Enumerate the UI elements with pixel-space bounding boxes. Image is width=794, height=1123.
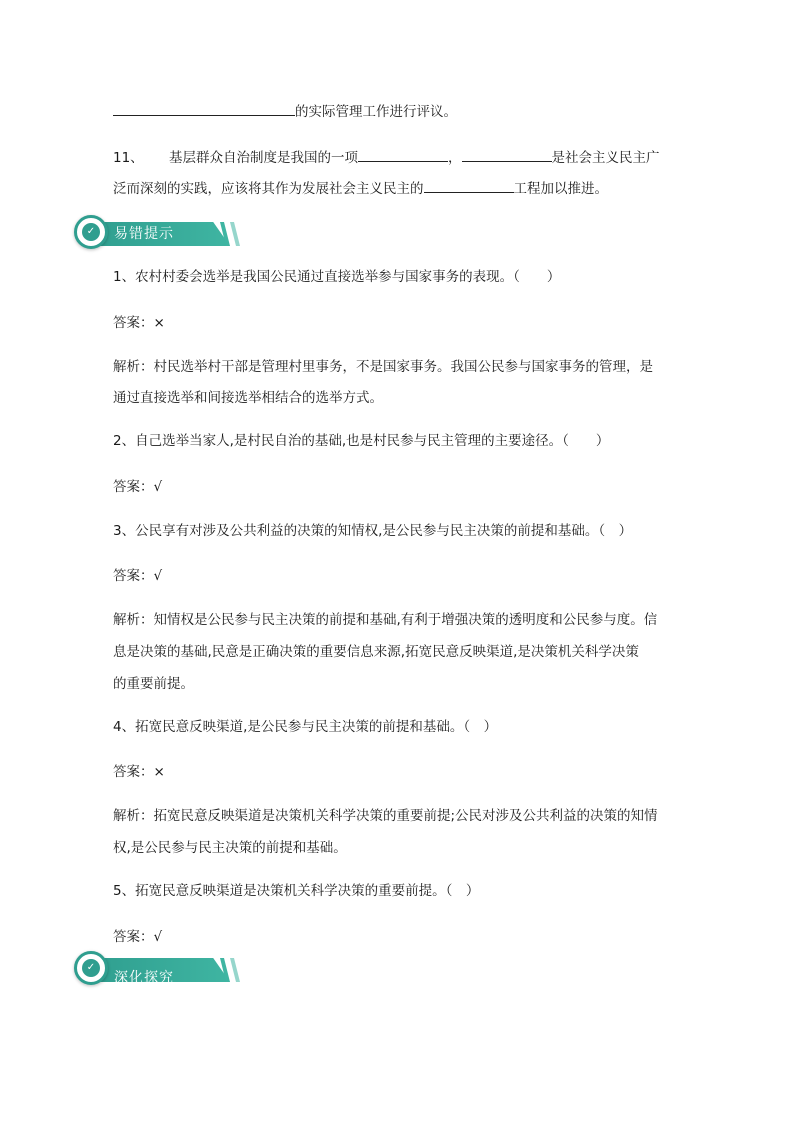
check-icon: ✓: [82, 223, 100, 241]
banner-stripe: [230, 958, 240, 982]
item-1-analysis-line-2: 通过直接选举和间接选举相结合的选举方式。: [113, 390, 383, 406]
item-3-answer: 答案：√: [113, 568, 163, 584]
answer-blank: [358, 147, 448, 162]
answer-blank: [113, 101, 295, 116]
fragment-text: 的实际管理工作进行评议。: [295, 104, 457, 120]
item-1-question: 1、农村村委会选举是我国公民通过直接选举参与国家事务的表现。（ ）: [113, 269, 561, 285]
item-4-analysis-line-1: 解析：拓宽民意反映渠道是决策机关科学决策的重要前提;公民对涉及公共利益的决策的知情: [113, 808, 658, 824]
section-title: 易错提示: [114, 226, 174, 242]
question-text: 是社会主义民主广: [551, 150, 660, 166]
section-title: 深化探究: [114, 970, 174, 986]
check-icon: ✓: [82, 959, 100, 977]
separator: ，: [448, 150, 462, 166]
banner-badge: [74, 215, 108, 249]
item-2-answer: 答案：√: [113, 479, 163, 495]
item-4-analysis-line-2: 权,是公民参与民主决策的前提和基础。: [113, 840, 347, 856]
answer-blank: [424, 178, 514, 193]
question-text: 基层群众自治制度是我国的一项: [169, 150, 358, 166]
section-banner-error-tips: [72, 213, 244, 253]
item-2-question: 2、自己选举当家人,是村民自治的基础,也是村民参与民主管理的主要途径。（ ）: [113, 433, 610, 449]
item-4-answer: 答案：×: [113, 764, 165, 780]
item-3-analysis-line-1: 解析：知情权是公民参与民主决策的前提和基础,有利于增强决策的透明度和公民参与度。信: [113, 612, 658, 628]
item-4-question: 4、拓宽民意反映渠道,是公民参与民主决策的前提和基础。（ ）: [113, 719, 498, 735]
section-banner-deep-inquiry: [72, 949, 244, 989]
banner-badge: [74, 951, 108, 985]
answer-blank: [462, 147, 552, 162]
item-3-analysis-line-2: 息是决策的基础,民意是正确决策的重要信息来源,拓宽民意反映渠道,是决策机关科学决策: [113, 644, 639, 660]
question-11-line-2: [113, 178, 608, 199]
item-3-question: 3、公民享有对涉及公共利益的决策的知情权,是公民参与民主决策的前提和基础。（ ）: [113, 523, 633, 539]
question-text: 泛而深刻的实践，应该将其作为发展社会主义民主的: [113, 181, 424, 197]
question-number: 11、: [113, 150, 144, 166]
question-11-line-1: [113, 147, 660, 168]
item-5-answer: 答案：√: [113, 929, 163, 945]
fill-in-line-fragment: [113, 101, 457, 122]
item-1-analysis-line-1: 解析：村民选举村干部是管理村里事务，不是国家事务。我国公民参与国家事务的管理，是: [113, 359, 653, 375]
item-5-question: 5、拓宽民意反映渠道是决策机关科学决策的重要前提。（ ）: [113, 883, 480, 899]
banner-stripe: [230, 222, 240, 246]
item-1-answer: 答案：×: [113, 315, 165, 331]
question-text: 工程加以推进。: [513, 181, 608, 197]
item-3-analysis-line-3: 的重要前提。: [113, 676, 194, 692]
